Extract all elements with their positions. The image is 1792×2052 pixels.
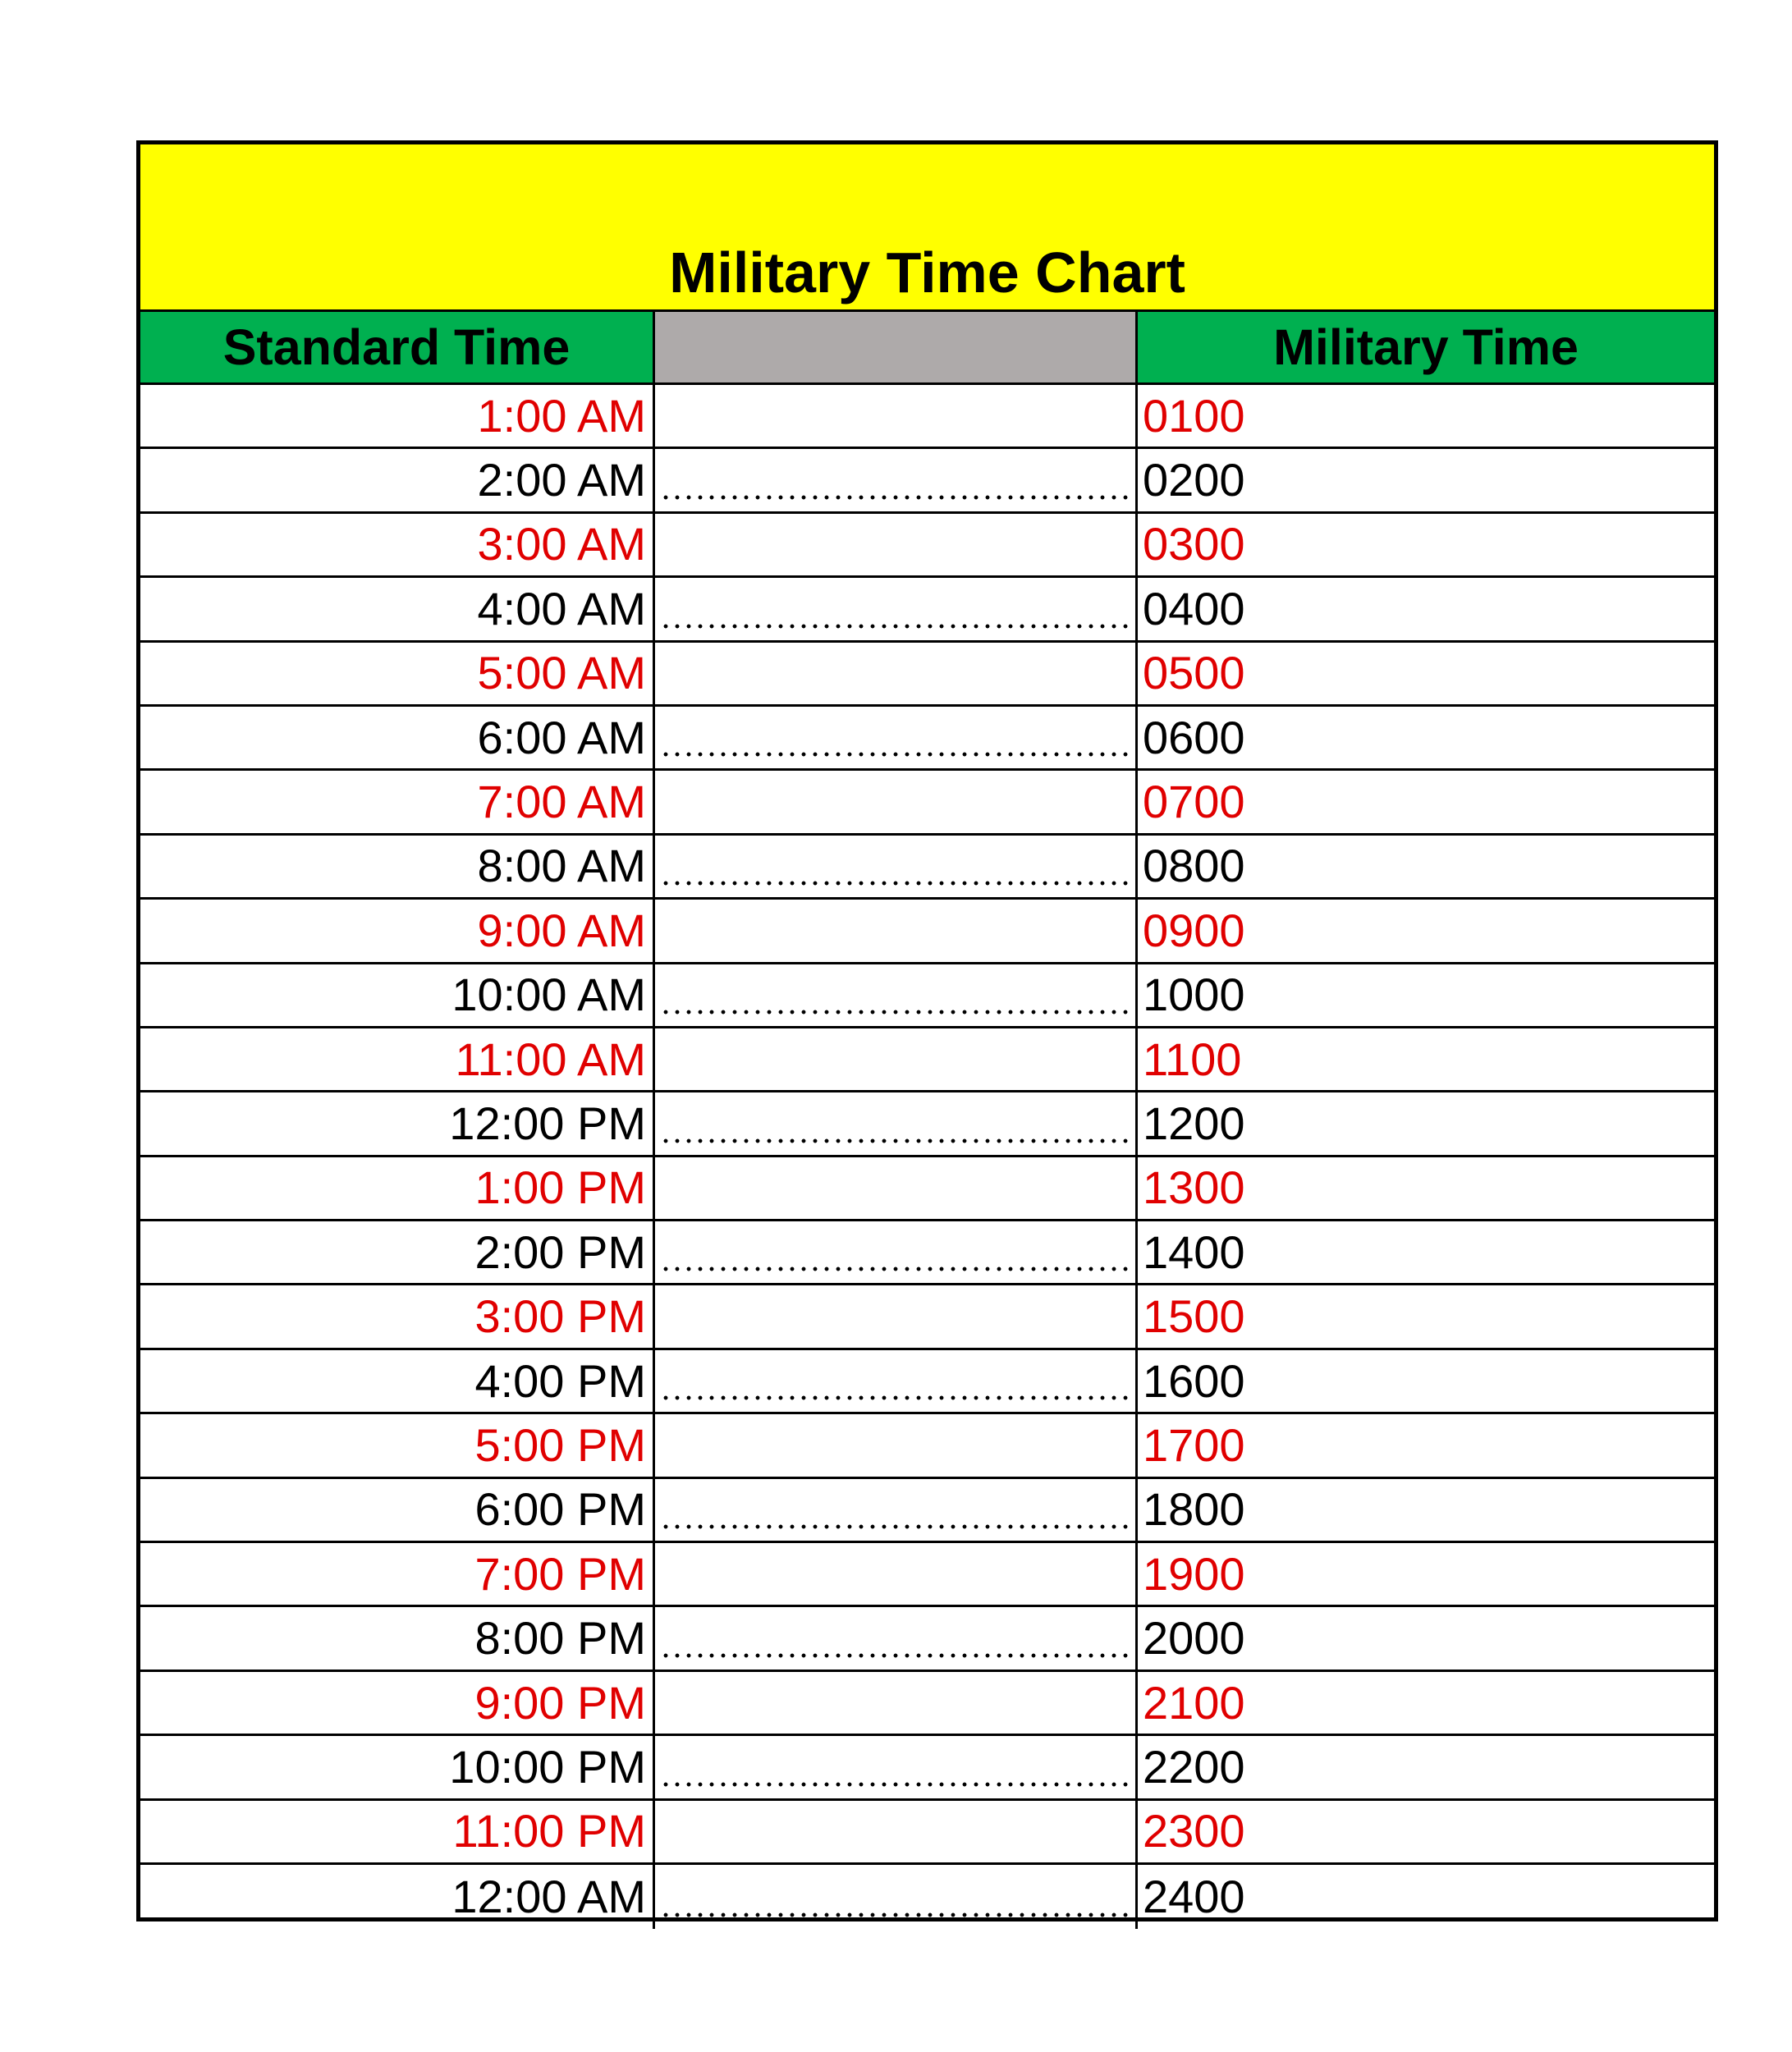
standard-time-cell: 10:00 PM (140, 1736, 655, 1798)
table-row (140, 836, 1714, 900)
leader-cell (655, 771, 1138, 832)
standard-time-cell: 3:00 PM (140, 1285, 655, 1347)
military-time-cell: 0200 (1143, 454, 1245, 506)
table-row (140, 1157, 1714, 1221)
standard-time-cell: 3:00 AM (140, 514, 655, 575)
table-row (140, 385, 1714, 449)
dotted-leader (660, 1010, 1130, 1015)
header-middle-spacer (655, 312, 1138, 382)
standard-time-cell: 12:00 AM (140, 1865, 655, 1929)
standard-time-cell: 8:00 AM (140, 836, 655, 897)
leader-cell (655, 1092, 1138, 1154)
table-row (140, 1028, 1714, 1092)
standard-time-cell: 9:00 PM (140, 1672, 655, 1734)
dotted-leader (660, 624, 1130, 629)
table-row (140, 578, 1714, 642)
title-band (140, 144, 1714, 312)
table-row (140, 1285, 1714, 1349)
dotted-leader (660, 1138, 1130, 1143)
standard-time-cell: 1:00 PM (140, 1157, 655, 1219)
standard-time-cell: 5:00 AM (140, 643, 655, 704)
military-time-cell: 0800 (1143, 840, 1245, 892)
military-time-cell: 1200 (1143, 1097, 1245, 1149)
standard-time-cell: 9:00 AM (140, 900, 655, 961)
table-row (140, 1414, 1714, 1478)
table-row (140, 1865, 1714, 1929)
leader-cell (655, 1736, 1138, 1798)
leader-cell (655, 707, 1138, 768)
leader-cell (655, 1543, 1138, 1605)
table-row (140, 1350, 1714, 1414)
leader-cell (655, 514, 1138, 575)
military-time-cell: 2100 (1143, 1676, 1245, 1729)
military-time-chart (136, 140, 1718, 1921)
table-row (140, 1801, 1714, 1865)
leader-cell (655, 900, 1138, 961)
military-time-cell: 0300 (1143, 518, 1245, 570)
standard-time-cell: 7:00 PM (140, 1543, 655, 1605)
leader-cell (655, 1414, 1138, 1476)
military-time-cell: 0400 (1143, 582, 1245, 634)
dotted-leader (660, 1912, 1130, 1917)
military-time-cell: 2200 (1143, 1740, 1245, 1793)
leader-cell (655, 1157, 1138, 1219)
leader-cell (655, 964, 1138, 1026)
military-time-cell: 1400 (1143, 1225, 1245, 1278)
standard-time-cell: 2:00 AM (140, 449, 655, 511)
table-row (140, 1607, 1714, 1671)
table-row (140, 449, 1714, 513)
leader-cell (655, 643, 1138, 704)
header-standard-time: Standard Time (140, 312, 655, 382)
dotted-leader (660, 495, 1130, 500)
standard-time-cell: 12:00 PM (140, 1092, 655, 1154)
table-row (140, 771, 1714, 835)
table-row (140, 1736, 1714, 1800)
military-time-cell: 1900 (1143, 1547, 1245, 1600)
dotted-leader (660, 881, 1130, 886)
military-time-cell: 1000 (1143, 969, 1245, 1021)
leader-cell (655, 1672, 1138, 1734)
military-time-cell: 0900 (1143, 904, 1245, 956)
leader-cell (655, 449, 1138, 511)
table-row (140, 1479, 1714, 1543)
time-rows (140, 385, 1714, 1929)
chart-title: Military Time Chart (669, 240, 1185, 305)
table-row (140, 964, 1714, 1028)
dotted-leader (660, 752, 1130, 757)
standard-time-cell: 2:00 PM (140, 1221, 655, 1283)
table-row (140, 707, 1714, 771)
header-row (140, 312, 1714, 385)
table-row (140, 514, 1714, 578)
leader-cell (655, 1285, 1138, 1347)
standard-time-cell: 8:00 PM (140, 1607, 655, 1669)
dotted-leader (660, 1266, 1130, 1271)
leader-cell (655, 1479, 1138, 1541)
military-time-cell: 1600 (1143, 1354, 1245, 1407)
military-time-cell: 2400 (1143, 1871, 1245, 1923)
leader-cell (655, 1865, 1138, 1929)
standard-time-cell: 6:00 AM (140, 707, 655, 768)
leader-cell (655, 1221, 1138, 1283)
leader-cell (655, 1607, 1138, 1669)
leader-cell (655, 578, 1138, 639)
military-time-cell: 0500 (1143, 647, 1245, 699)
standard-time-cell: 11:00 PM (140, 1801, 655, 1862)
table-row (140, 1543, 1714, 1607)
leader-cell (655, 836, 1138, 897)
standard-time-cell: 10:00 AM (140, 964, 655, 1026)
table-row (140, 1672, 1714, 1736)
table-row (140, 643, 1714, 707)
standard-time-cell: 4:00 PM (140, 1350, 655, 1412)
standard-time-cell: 7:00 AM (140, 771, 655, 832)
dotted-leader (660, 1524, 1130, 1529)
military-time-cell: 1100 (1143, 1033, 1242, 1085)
leader-cell (655, 385, 1138, 447)
military-time-cell: 1800 (1143, 1483, 1245, 1536)
table-row (140, 1092, 1714, 1157)
table-row (140, 1221, 1714, 1285)
leader-cell (655, 1350, 1138, 1412)
leader-cell (655, 1028, 1138, 1090)
dotted-leader (660, 1782, 1130, 1787)
table-row (140, 900, 1714, 964)
military-time-cell: 2300 (1143, 1805, 1245, 1857)
standard-time-cell: 6:00 PM (140, 1479, 655, 1541)
leader-cell (655, 1801, 1138, 1862)
standard-time-cell: 1:00 AM (140, 385, 655, 447)
military-time-cell: 0600 (1143, 711, 1245, 763)
military-time-cell: 1300 (1143, 1161, 1245, 1214)
military-time-cell: 1500 (1143, 1290, 1245, 1343)
military-time-cell: 0100 (1143, 389, 1245, 442)
military-time-cell: 2000 (1143, 1612, 1245, 1665)
standard-time-cell: 4:00 AM (140, 578, 655, 639)
header-military-time: Military Time (1138, 312, 1714, 382)
standard-time-cell: 5:00 PM (140, 1414, 655, 1476)
military-time-cell: 1700 (1143, 1418, 1245, 1471)
standard-time-cell: 11:00 AM (140, 1028, 655, 1090)
military-time-cell: 0700 (1143, 776, 1245, 828)
dotted-leader (660, 1653, 1130, 1658)
dotted-leader (660, 1395, 1130, 1400)
